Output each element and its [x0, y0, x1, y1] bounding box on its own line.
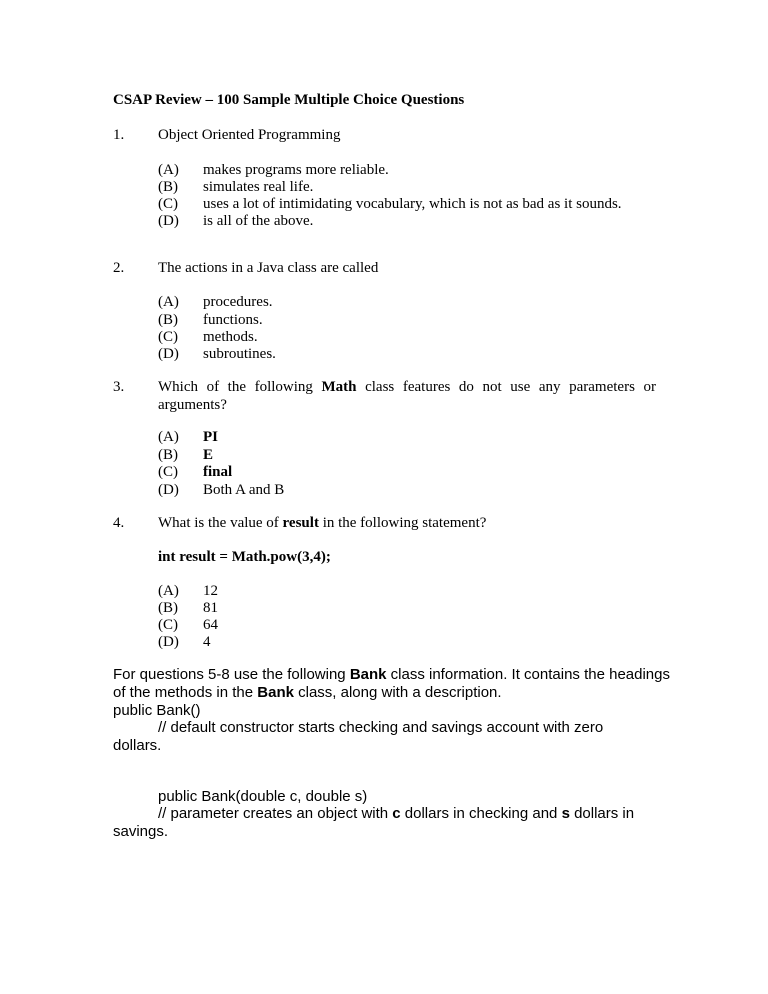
document-title: CSAP Review – 100 Sample Multiple Choice Questions	[113, 92, 465, 108]
q4-text-after: in the following statement?	[318, 515, 487, 531]
q1-choice-a-text: makes programs more reliable.	[203, 162, 389, 178]
constructor-1-comment-cont: dollars.	[113, 737, 162, 754]
bank-intro-part2: class information. It contains the headings of the methods in the	[113, 666, 670, 701]
question-4-text	[158, 514, 486, 532]
bank-intro-bold1: Bank	[349, 666, 387, 683]
bank-intro-part1: For questions 5-8 use the following	[113, 666, 350, 683]
q4-choice-d-text: 4	[203, 634, 211, 650]
question-3-number: 3.	[113, 379, 125, 395]
q4-choice-b-letter: (B)	[158, 600, 178, 616]
q4-choice-b-text: 81	[203, 600, 218, 616]
q2-choice-b-letter: (B)	[158, 312, 178, 328]
q4-text-before: What is the value of	[158, 515, 283, 531]
q3-choice-c-text: final	[203, 464, 233, 480]
q3-choice-b-letter: (B)	[158, 447, 178, 463]
q2-choice-a-text: procedures.	[203, 294, 273, 310]
q2-choice-c-letter: (C)	[158, 329, 178, 345]
constructor-2-comment	[158, 805, 634, 823]
q3-text-before: Which of the following	[158, 379, 322, 395]
c2-comment-part1: // parameter creates an object with	[158, 805, 393, 822]
bank-intro-bold2: Bank	[257, 684, 294, 701]
question-1-number: 1.	[113, 127, 125, 143]
q3-choice-d-letter: (D)	[158, 482, 179, 498]
question-3-text	[158, 378, 656, 414]
q2-choice-d-text: subroutines.	[203, 346, 276, 362]
constructor-2-comment-cont: savings.	[113, 823, 169, 840]
c2-comment-part3: dollars in	[569, 805, 635, 822]
q1-choice-d-letter: (D)	[158, 213, 179, 229]
q4-text-result: result	[282, 515, 319, 531]
bank-section-intro	[113, 666, 673, 702]
constructor-1-comment: // default constructor starts checking and savings account with zero	[158, 719, 604, 736]
q2-choice-b-text: functions.	[203, 312, 263, 328]
question-1-text: Object Oriented Programming	[158, 127, 341, 143]
question-4-number: 4.	[113, 515, 125, 531]
q3-choice-a-text: PI	[203, 429, 218, 445]
q3-choice-a-letter: (A)	[158, 429, 179, 445]
q3-text-after: class features do not use any parameters or arguments?	[158, 379, 656, 413]
q1-choice-b-text: simulates real life.	[203, 179, 314, 195]
constructor-1-heading: public Bank()	[113, 702, 201, 719]
q4-code-statement: int result = Math.pow(3,4);	[158, 549, 331, 565]
c2-comment-part2: dollars in checking and	[400, 805, 562, 822]
q1-choice-c-text: uses a lot of intimidating vocabulary, which is not as bad as it sounds.	[203, 196, 622, 212]
constructor-2-heading: public Bank(double c, double s)	[158, 788, 368, 805]
q2-choice-a-letter: (A)	[158, 294, 179, 310]
bank-intro-part3: class, along with a description.	[293, 684, 502, 701]
q4-choice-a-letter: (A)	[158, 583, 179, 599]
q2-choice-c-text: methods.	[203, 329, 258, 345]
question-2-text: The actions in a Java class are called	[158, 260, 379, 276]
q4-choice-c-letter: (C)	[158, 617, 178, 633]
c2-comment-bold-c: c	[392, 805, 401, 822]
c2-comment-bold-s: s	[561, 805, 570, 822]
q4-choice-d-letter: (D)	[158, 634, 179, 650]
q3-choice-d-text: Both A and B	[203, 482, 285, 498]
q1-choice-b-letter: (B)	[158, 179, 178, 195]
q4-choice-a-text: 12	[203, 583, 218, 599]
q1-choice-d-text: is all of the above.	[203, 213, 314, 229]
q2-choice-d-letter: (D)	[158, 346, 179, 362]
q1-choice-c-letter: (C)	[158, 196, 178, 212]
q1-choice-a-letter: (A)	[158, 162, 179, 178]
question-2-number: 2.	[113, 260, 125, 276]
q3-choice-c-letter: (C)	[158, 464, 178, 480]
q3-text-math: Math	[321, 379, 357, 395]
q4-choice-c-text: 64	[203, 617, 218, 633]
q3-choice-b-text: E	[203, 447, 214, 463]
